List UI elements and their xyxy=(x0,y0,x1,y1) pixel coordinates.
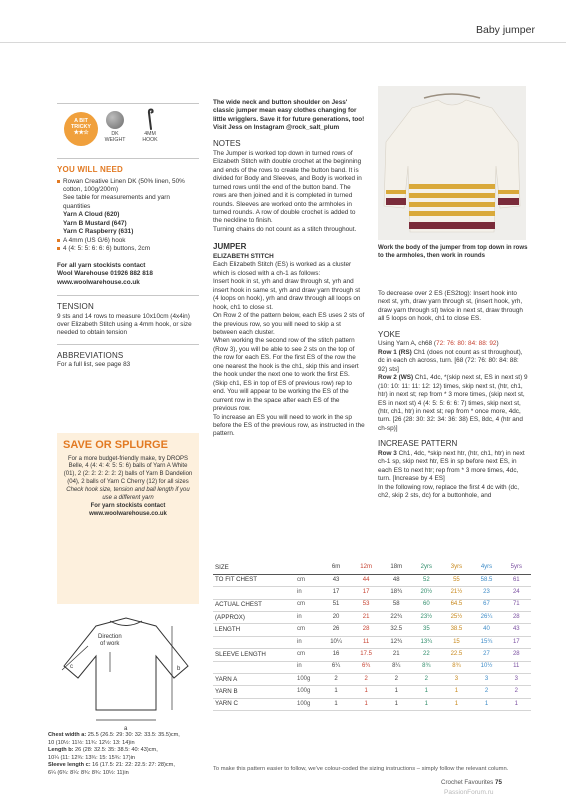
notes-heading: NOTES xyxy=(213,139,241,149)
size-cell: 58.5 xyxy=(471,574,501,586)
splurge-check-text: Check hook size, tension and ball length if you use a different yarn xyxy=(66,487,190,502)
size-cell: 61 xyxy=(502,574,531,586)
size-cell: 8¼ xyxy=(381,661,411,673)
weight-label-1: DK xyxy=(111,131,119,137)
abbreviations-heading: ABBREVIATIONS xyxy=(57,350,124,360)
size-header-cell: 12m xyxy=(351,562,381,574)
size-cell: 18¾ xyxy=(381,587,411,599)
size-cell: 28 xyxy=(502,649,531,661)
length-cm: 26 (28: 32.5: 35: 38.5: 40: 43)cm, xyxy=(75,747,158,754)
size-cell: 1 xyxy=(321,686,351,698)
jumper-p4: When working the second row of the stitch pattern (Row 3), you will be able to see 2 sts on the top of the row for each ES. For the first ES of the row the one nearest the hook is the ch1, skip this and insert the hook under the next one to work the first ES. (Skip ch1, ES in top of ES of previous row) rep to end. You will appear to be working the ES of the current row in the space after each ES of the previous row. xyxy=(213,337,359,413)
chest-measure xyxy=(48,732,203,740)
row-2-text: Ch1, 4dc, *(skip next st, ES in next st) 9 (10: 10: 11: 11: 12: 12) times, skip next st, (htr, ch1, htr) in next st; rep from * 3 more times, (skip next st, ES in next st) 4 (4: 5: 5: 6: 6: 7) times, skip next st, (htr, ch1, htr) in next st; rep from * once more, 4dc, turn. [26 (28: 30: 32: 34: 36: 38) ES, 8dc, 4 (htr and ch-sp)] xyxy=(378,374,528,432)
size-cell: 1 xyxy=(411,698,441,710)
size-row-label: YARN B xyxy=(213,686,295,698)
jumper-p5: To increase an ES you will need to work in the sp before the ES of the previous row, as instructed in the pattern. xyxy=(213,413,365,438)
size-cell: 2 xyxy=(381,674,411,686)
save-or-splurge-body xyxy=(57,453,199,523)
hook-label xyxy=(135,132,165,143)
sleeve-in: 6¼ (6¾: 8¼: 8¾: 8¾: 10½: 11)in xyxy=(48,769,129,776)
size-cell: 3 xyxy=(502,674,531,686)
size-row xyxy=(213,698,531,710)
hook-label-1: 4MM xyxy=(144,131,156,137)
you-will-need-section xyxy=(57,158,199,370)
size-cell: 35 xyxy=(411,624,441,636)
tension-heading: TENSION xyxy=(57,301,94,311)
label-a: a xyxy=(124,726,128,732)
stockist-line-1: For all yarn stockists contact xyxy=(57,261,146,269)
size-cell: 2 xyxy=(321,674,351,686)
increase-heading: INCREASE PATTERN xyxy=(378,439,458,449)
size-cell: 1 xyxy=(351,698,381,710)
size-cell: 1 xyxy=(471,698,501,710)
size-cell: 21 xyxy=(351,612,381,624)
sleeve-cm: 16 (17.5: 21: 22: 22.5: 27: 28)cm, xyxy=(92,762,175,769)
size-cell: 22 xyxy=(411,649,441,661)
size-row-label xyxy=(213,661,295,673)
row-3 xyxy=(378,450,528,484)
size-row-unit: cm xyxy=(295,649,321,661)
size-cell: 12¾ xyxy=(381,636,411,648)
size-row-unit: cm xyxy=(295,599,321,611)
size-cell: 1 xyxy=(411,686,441,698)
size-row-unit: in xyxy=(295,612,321,624)
page-number: 75 xyxy=(495,779,502,786)
row-2 xyxy=(378,374,528,433)
size-row-label: TO FIT CHEST xyxy=(213,574,295,586)
size-cell: 6¾ xyxy=(351,661,381,673)
intro-lead: The wide neck and button shoulder on Jess' classic jumper mean easy clothes changing for little wrigglers. Save it for future generations, too! Visit Jess on Instagram @rock_salt_plum xyxy=(213,99,365,131)
weight-label xyxy=(100,132,130,143)
size-cell: 3 xyxy=(441,674,471,686)
size-cell: 21 xyxy=(381,649,411,661)
size-cell: 28 xyxy=(351,624,381,636)
jumper-heading: JUMPER xyxy=(213,242,247,252)
size-cell: 43 xyxy=(321,574,351,586)
size-row xyxy=(213,624,531,636)
size-row xyxy=(213,661,531,673)
size-row-label: YARN C xyxy=(213,698,295,710)
size-cell: 1 xyxy=(441,686,471,698)
yoke-heading: YOKE xyxy=(378,329,401,339)
page-title: Baby jumper xyxy=(476,24,535,36)
right-column xyxy=(378,290,528,501)
section-divider xyxy=(57,344,199,345)
row-1-label: Row 1 (RS) xyxy=(378,348,412,356)
size-header-cell: 18m xyxy=(381,562,411,574)
size-header-cell: 6m xyxy=(321,562,351,574)
size-cell: 6¼ xyxy=(321,661,351,673)
yarn-line xyxy=(57,178,199,212)
decrease-text: To decrease over 2 ES (ES2tog): Insert hook into next st, yrh, draw yarn through st, (insert hook, yrh, draw yarn through st) twice in next st, draw through all 5 loops on hook, ch1 to close ES. xyxy=(378,290,523,323)
size-cell: 2 xyxy=(411,674,441,686)
size-cell: 67 xyxy=(471,599,501,611)
chest-in: 10 (10½: 11½: 11¾: 12½: 13: 14)in xyxy=(48,739,135,746)
middle-column xyxy=(213,99,365,439)
size-row-unit: in xyxy=(295,661,321,673)
size-row-label: ACTUAL CHEST xyxy=(213,599,295,611)
size-cell: 38.5 xyxy=(441,624,471,636)
direction-text-2: of work xyxy=(100,641,120,647)
sleeve-arrow-c xyxy=(62,646,88,670)
row-1-text: Ch1 (does not count as st throughout), dc in each ch across, turn. [68 (72: 76: 80: 84: 88: 92) sts] xyxy=(378,348,523,373)
notes-p1: The Jumper is worked top down in turned rows of Elizabeth Stitch with double crochet at the beginning and ends of the rows to create the button band. It is divided for Body and Sleeves, and Body is worked in turned rows until the end of the button band. The rows are then joined and it is completed in turned rounds. Sleeves are worked onto the armholes in turned rounds. A row of double crochet is added to the neckline to finish. xyxy=(213,149,362,225)
size-cell: 25½ xyxy=(441,612,471,624)
yoke-p1-sizes: 72: 76: 80: 84: 88: 92 xyxy=(436,340,497,348)
size-row xyxy=(213,649,531,661)
section-divider xyxy=(57,158,199,159)
size-row-unit: 100g xyxy=(295,674,321,686)
save-or-splurge-box xyxy=(57,433,199,604)
yarn-line-text: Rowan Creative Linen DK (50% linen, 50% cotton, 100g/200m) xyxy=(63,177,185,193)
size-cell: 52 xyxy=(411,574,441,586)
yarn-ball-icon xyxy=(106,111,124,129)
size-cell: 8¾ xyxy=(411,661,441,673)
size-cell: 22¾ xyxy=(381,612,411,624)
size-row xyxy=(213,587,531,599)
size-cell: 2 xyxy=(471,686,501,698)
size-cell: 48 xyxy=(381,574,411,586)
splurge-stockist-1: For yarn stockists contact xyxy=(90,503,166,510)
yoke-p1 xyxy=(378,340,528,348)
size-cell: 58 xyxy=(381,599,411,611)
difficulty-badge xyxy=(64,112,98,146)
size-header-cell: 3yrs xyxy=(441,562,471,574)
header-divider xyxy=(0,42,566,43)
size-header-cell: 5yrs xyxy=(502,562,531,574)
splurge-stockist-link[interactable]: www.woolwarehouse.co.uk xyxy=(89,511,167,518)
size-row xyxy=(213,574,531,586)
size-cell: 53 xyxy=(351,599,381,611)
splurge-body-text: For a more budget-friendly make, try DROPS Belle, 4 (4: 4: 4: 5: 5: 6) balls of Yarn A White (01), 2 (2: 2: 2: 2: 2: 2) balls of Yarn B Dandelion (04), 2 balls of Yarn C Cherry (12) for all sizes xyxy=(63,455,193,486)
size-cell: 43 xyxy=(502,624,531,636)
size-cell: 15¾ xyxy=(471,636,501,648)
neckline xyxy=(110,621,142,626)
sleeve-label: Sleeve length c: xyxy=(48,762,91,769)
size-cell: 8¾ xyxy=(441,661,471,673)
size-row-label: (APPROX) xyxy=(213,612,295,624)
section-divider xyxy=(57,295,199,296)
yarn-a: Yarn A Cloud (620) xyxy=(63,211,120,219)
size-cell: 10½ xyxy=(471,661,501,673)
size-cell: 44 xyxy=(351,574,381,586)
you-will-need-heading: YOU WILL NEED xyxy=(57,165,124,174)
size-cell: 1 xyxy=(441,698,471,710)
row-1 xyxy=(378,349,528,374)
size-header-cell: 4yrs xyxy=(471,562,501,574)
jumper-p1: Each Elizabeth Stitch (ES) is worked as a cluster which is closed with a ch-1 as follows: xyxy=(213,261,352,277)
sleeve-measure xyxy=(48,762,203,770)
size-cell: 21½ xyxy=(441,587,471,599)
size-cell: 2 xyxy=(502,686,531,698)
measurements xyxy=(48,732,203,777)
jumper-photo-illustration xyxy=(378,86,526,240)
size-row-unit: 100g xyxy=(295,686,321,698)
jumper-p3: On Row 2 of the pattern below, each ES uses 2 sts of the previous row, so you will need to skip a st between each cluster. xyxy=(213,312,365,337)
size-header-label: SIZE xyxy=(213,562,321,574)
size-cell: 26 xyxy=(321,624,351,636)
footer xyxy=(441,779,502,787)
photo-caption: Work the body of the jumper from top down in rows to the armholes, then work in rounds xyxy=(378,244,528,259)
size-cell: 20 xyxy=(321,612,351,624)
size-header-row xyxy=(213,562,531,574)
size-cell: 1 xyxy=(351,686,381,698)
size-cell: 2 xyxy=(351,674,381,686)
size-row xyxy=(213,636,531,648)
direction-text-1: Direction xyxy=(98,634,122,640)
yarn-b: Yarn B Mustard (647) xyxy=(63,219,127,227)
jumper-photo xyxy=(378,86,526,240)
size-table xyxy=(213,562,531,711)
weight-label-2: WEIGHT xyxy=(104,136,126,143)
stockist-link[interactable]: www.woolwarehouse.co.uk xyxy=(57,278,140,286)
size-cell: 51 xyxy=(321,599,351,611)
size-row-label: YARN A xyxy=(213,674,295,686)
size-cell: 24 xyxy=(502,587,531,599)
size-cell: 55 xyxy=(441,574,471,586)
size-row-unit: 100g xyxy=(295,698,321,710)
save-or-splurge-heading: SAVE OR SPLURGE xyxy=(63,439,168,451)
yoke-p1-a: Using Yarn A, ch68 ( xyxy=(378,340,437,348)
label-b: b xyxy=(177,666,181,672)
difficulty-line-2: TRICKY xyxy=(70,123,92,130)
size-cell: 15 xyxy=(441,636,471,648)
abbreviations-text: For a full list, see page 83 xyxy=(57,361,131,369)
row-2-label: Row 2 (WS) xyxy=(378,374,414,382)
size-cell: 16 xyxy=(321,649,351,661)
size-cell: 32.5 xyxy=(381,624,411,636)
yarn-c: Yarn C Raspberry (631) xyxy=(63,228,134,236)
table-note: To make this pattern easier to follow, we've colour-coded the sizing instructions – simply follow the relevant column. xyxy=(213,766,509,772)
row-3-label: Row 3 xyxy=(378,449,397,457)
chest-label: Chest width a: xyxy=(48,732,87,738)
size-cell: 11 xyxy=(502,661,531,673)
chest-cm: 25.5 (26.5: 29: 30: 32: 33.5: 35.5)cm, xyxy=(87,732,180,738)
size-row xyxy=(213,599,531,611)
watermark: PassionForum.ru xyxy=(444,789,494,796)
size-row-label xyxy=(213,636,295,648)
buttons-item: 4 (4: 5: 5: 6: 6: 6) buttons, 2cm xyxy=(57,245,199,253)
size-row-label: LENGTH xyxy=(213,624,295,636)
tension-text: 9 sts and 14 rows to measure 10x10cm (4x4in) over Elizabeth Stitch using a 4mm hook, or size needed to obtain tension xyxy=(57,312,192,337)
yarn-note: See table for measurements and yarn quantities xyxy=(63,194,170,210)
size-cell: 17 xyxy=(351,587,381,599)
difficulty-stars-icon: ★★☆ xyxy=(73,130,89,137)
magazine-name: Crochet Favourites xyxy=(441,779,494,786)
size-cell: 3 xyxy=(471,674,501,686)
size-cell: 17 xyxy=(502,636,531,648)
difficulty-line-1: A BIT xyxy=(74,118,88,124)
size-cell: 17 xyxy=(321,587,351,599)
hook-label-2: HOOK xyxy=(142,136,158,143)
sidebar-top-divider xyxy=(57,103,199,104)
label-c: c xyxy=(70,664,73,670)
size-cell: 1 xyxy=(502,698,531,710)
size-cell: 26¼ xyxy=(471,612,501,624)
stockist-line-2: Wool Warehouse 01926 882 818 xyxy=(57,270,153,278)
size-cell: 64.5 xyxy=(441,599,471,611)
size-cell: 28 xyxy=(502,612,531,624)
yoke-p1-b: ) xyxy=(496,340,499,348)
jumper-schematic xyxy=(48,610,208,732)
length-measure xyxy=(48,747,203,755)
length-in: 10¼ (11: 12¾: 13¾: 15: 15¾: 17)in xyxy=(48,754,135,761)
hook-item: A 4mm (US G/6) hook xyxy=(57,237,199,245)
length-label: Length b: xyxy=(48,747,74,754)
size-cell: 13¾ xyxy=(411,636,441,648)
size-row-unit: cm xyxy=(295,574,321,586)
size-cell: 40 xyxy=(471,624,501,636)
size-row-label xyxy=(213,587,295,599)
size-cell: 23 xyxy=(471,587,501,599)
size-row-unit: cm xyxy=(295,624,321,636)
following-text: In the following row, replace the first 4 dc with (dc, ch2, skip 2 sts, dc) for a buttonhole, and xyxy=(378,483,520,500)
jumper-p2: Insert hook in st, yrh and draw through st, yrh and insert hook in same st, yrh and draw yarn through st (4 loops on hook), yrh and draw through all loops on hook, ch1 to close st. xyxy=(213,278,361,311)
size-cell: 20½ xyxy=(411,587,441,599)
elizabeth-stitch-heading: ELIZABETH STITCH xyxy=(213,252,274,260)
size-row xyxy=(213,612,531,624)
size-cell: 11 xyxy=(351,636,381,648)
size-row-unit: in xyxy=(295,587,321,599)
size-cell: 27 xyxy=(471,649,501,661)
size-cell: 17.5 xyxy=(351,649,381,661)
size-cell: 22.5 xyxy=(441,649,471,661)
size-cell: 60 xyxy=(411,599,441,611)
size-cell: 1 xyxy=(381,698,411,710)
jumper-outline xyxy=(64,618,188,710)
size-cell: 23½ xyxy=(411,612,441,624)
size-row xyxy=(213,674,531,686)
size-row-label: SLEEVE LENGTH xyxy=(213,649,295,661)
notes-p2: Turning chains do not count as a stitch throughout. xyxy=(213,225,357,233)
size-cell: 1 xyxy=(321,698,351,710)
crochet-hook-icon xyxy=(145,108,155,130)
size-row xyxy=(213,686,531,698)
size-cell: 1 xyxy=(381,686,411,698)
direction-label xyxy=(98,634,122,647)
size-cell: 71 xyxy=(502,599,531,611)
size-header-cell: 2yrs xyxy=(411,562,441,574)
size-row-unit: in xyxy=(295,636,321,648)
size-cell: 10¼ xyxy=(321,636,351,648)
row-3-text: Ch1, 4dc, *skip next htr, (htr, ch1, htr) in next ch-1 sp, skip next htr, ES in sp before next ES, in each ES to next htr; rep from * 3 more times, 4dc, turn. [Increase by 4 ES] xyxy=(378,449,525,483)
